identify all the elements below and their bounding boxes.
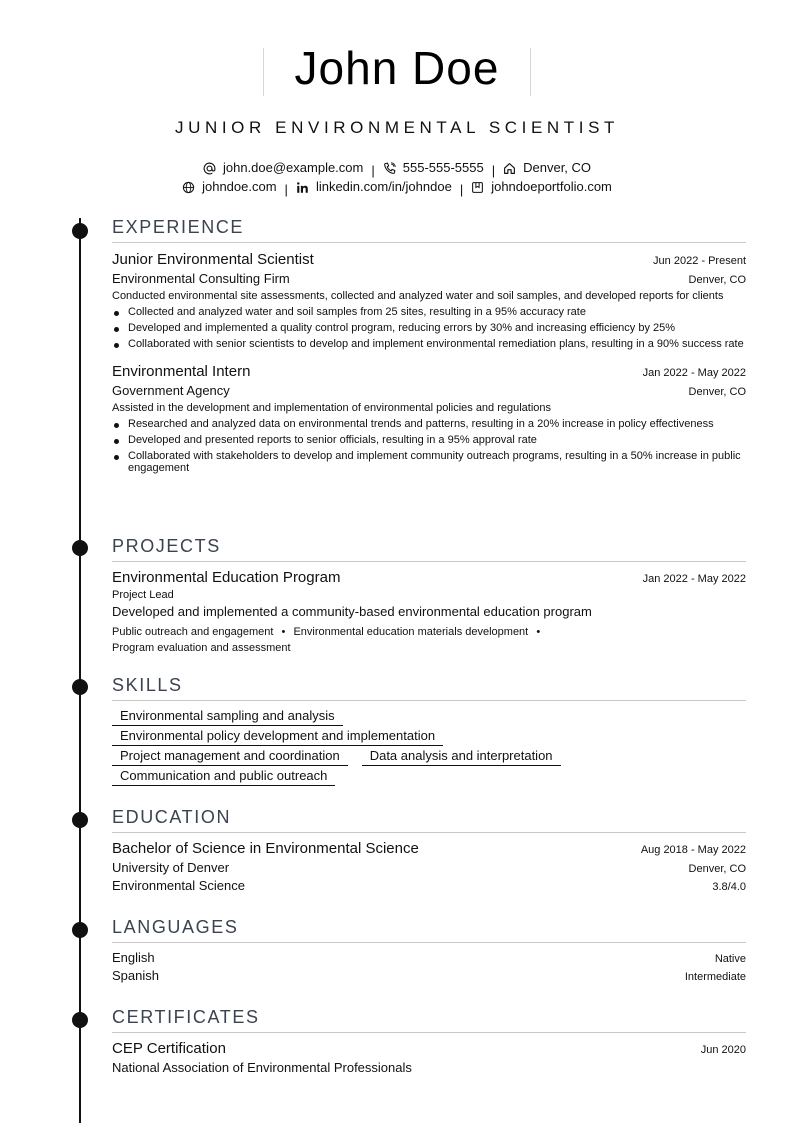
section-title: SKILLS <box>112 675 183 695</box>
language-item <box>112 950 746 965</box>
achievement-item: Collaborated with senior scientists to develop and implement environmental remediation plans, resulting in a 90% success rate <box>112 338 746 350</box>
projects-section <box>112 535 746 656</box>
degree-name: Bachelor of Science in Environmental Science <box>112 840 419 857</box>
name-block <box>263 42 531 96</box>
linkedin-contact[interactable] <box>296 179 452 195</box>
section-divider <box>112 832 746 833</box>
education-entry <box>112 840 746 893</box>
project-name: Environmental Education Program <box>112 569 341 586</box>
portfolio-text: johndoeportfolio.com <box>491 179 612 194</box>
timeline-dot-languages <box>72 922 88 938</box>
contact-row-1 <box>0 160 794 179</box>
language-name: Spanish <box>112 968 159 983</box>
project-keyword: Public outreach and engagement <box>112 626 274 638</box>
project-role: Project Lead <box>112 589 174 601</box>
section-title: CERTIFICATES <box>112 1007 260 1027</box>
school-name: University of Denver <box>112 860 230 875</box>
language-level: Native <box>714 953 746 965</box>
education-section <box>112 806 746 893</box>
website-contact[interactable] <box>182 179 276 195</box>
project-keyword: Environmental education materials development <box>293 626 529 638</box>
section-divider <box>112 700 746 701</box>
separator: | <box>491 162 496 178</box>
skill-chip: Environmental policy development and implementation <box>112 728 443 746</box>
location-contact <box>503 160 591 176</box>
job-summary: Assisted in the development and implementation of environmental policies and regulations <box>112 402 552 414</box>
phone-icon <box>383 162 396 175</box>
experience-entry <box>112 251 746 350</box>
certificate-entry <box>112 1040 746 1075</box>
achievement-item: Collaborated with stakeholders to develop and implement community outreach programs, resulting in a 50% increase in public engagement <box>112 450 746 474</box>
email-contact[interactable] <box>203 160 363 176</box>
skill-chip: Environmental sampling and analysis <box>112 708 343 726</box>
location-text: Denver, CO <box>523 160 592 175</box>
section-divider <box>112 1032 746 1033</box>
linkedin-text: linkedin.com/in/johndoe <box>315 179 452 194</box>
project-dates: Jan 2022 - May 2022 <box>642 573 746 585</box>
separator: | <box>284 181 288 197</box>
project-keywords <box>112 624 612 656</box>
job-role: Environmental Intern <box>112 363 251 380</box>
company-name: Environmental Consulting Firm <box>112 271 290 286</box>
linkedin-icon <box>296 181 309 194</box>
skill-chips <box>112 707 746 787</box>
section-title: EXPERIENCE <box>112 217 245 237</box>
achievement-list <box>112 418 746 474</box>
certificate-date: Jun 2020 <box>700 1044 746 1056</box>
globe-icon <box>182 181 195 194</box>
certificate-issuer: National Association of Environmental Professionals <box>112 1060 412 1075</box>
at-icon <box>203 162 216 175</box>
language-name: English <box>112 950 155 965</box>
certificates-section <box>112 1006 746 1075</box>
project-entry <box>112 569 746 656</box>
keyword-separator: • <box>536 626 541 638</box>
achievement-item: Researched and analyzed data on environmental trends and patterns, resulting in a 20% increase in policy effectiveness <box>112 418 746 430</box>
school-location: Denver, CO <box>688 863 746 875</box>
home-icon <box>503 162 516 175</box>
separator: | <box>459 181 464 197</box>
section-title: LANGUAGES <box>112 917 239 937</box>
language-list <box>112 950 746 983</box>
timeline-dot-certificates <box>72 1012 88 1028</box>
phone-contact[interactable] <box>383 160 484 176</box>
experience-section <box>112 216 746 474</box>
achievement-list <box>112 306 746 350</box>
job-role: Junior Environmental Scientist <box>112 251 314 268</box>
gpa-value: 3.8/4.0 <box>712 881 746 893</box>
achievement-item: Developed and implemented a quality control program, reducing errors by 30% and increasing efficiency by 25% <box>112 322 746 334</box>
phone-text: 555-555-5555 <box>402 160 484 175</box>
timeline-dot-projects <box>72 540 88 556</box>
portfolio-contact[interactable] <box>471 179 612 195</box>
email-text: john.doe@example.com <box>222 160 364 175</box>
skill-chip: Communication and public outreach <box>112 768 335 786</box>
timeline-dot-education <box>72 812 88 828</box>
website-text: johndoe.com <box>202 179 277 194</box>
section-divider <box>112 561 746 562</box>
section-divider <box>112 242 746 243</box>
certificate-name: CEP Certification <box>112 1040 226 1057</box>
timeline-dot-experience <box>72 223 88 239</box>
education-dates: Aug 2018 - May 2022 <box>640 844 746 856</box>
section-title: PROJECTS <box>112 536 221 556</box>
keyword-separator: • <box>281 626 286 638</box>
contact-row-2 <box>0 179 794 198</box>
skills-section <box>112 674 746 787</box>
study-area: Environmental Science <box>112 878 245 893</box>
timeline-line <box>79 218 81 1123</box>
job-location: Denver, CO <box>688 274 746 286</box>
timeline-dot-skills <box>72 679 88 695</box>
section-title: EDUCATION <box>112 807 232 827</box>
job-dates: Jun 2022 - Present <box>653 255 746 267</box>
separator: | <box>371 162 375 178</box>
job-location: Denver, CO <box>688 386 746 398</box>
skill-chip: Data analysis and interpretation <box>362 748 561 766</box>
languages-section <box>112 916 746 983</box>
section-divider <box>112 942 746 943</box>
language-item <box>112 968 746 983</box>
language-level: Intermediate <box>684 971 746 983</box>
achievement-item: Collected and analyzed water and soil samples from 25 sites, resulting in a 95% accuracy rate <box>112 306 746 318</box>
job-title: JUNIOR ENVIRONMENTAL SCIENTIST <box>174 118 620 137</box>
experience-entry <box>112 363 746 474</box>
job-summary: Conducted environmental site assessments, collected and analyzed water and soil samples, and developed reports for clients <box>112 290 724 302</box>
company-name: Government Agency <box>112 383 230 398</box>
portfolio-icon <box>471 181 484 194</box>
skill-chip: Project management and coordination <box>112 748 348 766</box>
achievement-item: Developed and presented reports to senior officials, resulting in a 95% approval rate <box>112 434 746 446</box>
project-keyword: Program evaluation and assessment <box>112 642 291 654</box>
candidate-name: John Doe <box>294 42 500 94</box>
project-summary: Developed and implemented a community-based environmental education program <box>112 604 592 619</box>
job-dates: Jan 2022 - May 2022 <box>642 367 746 379</box>
